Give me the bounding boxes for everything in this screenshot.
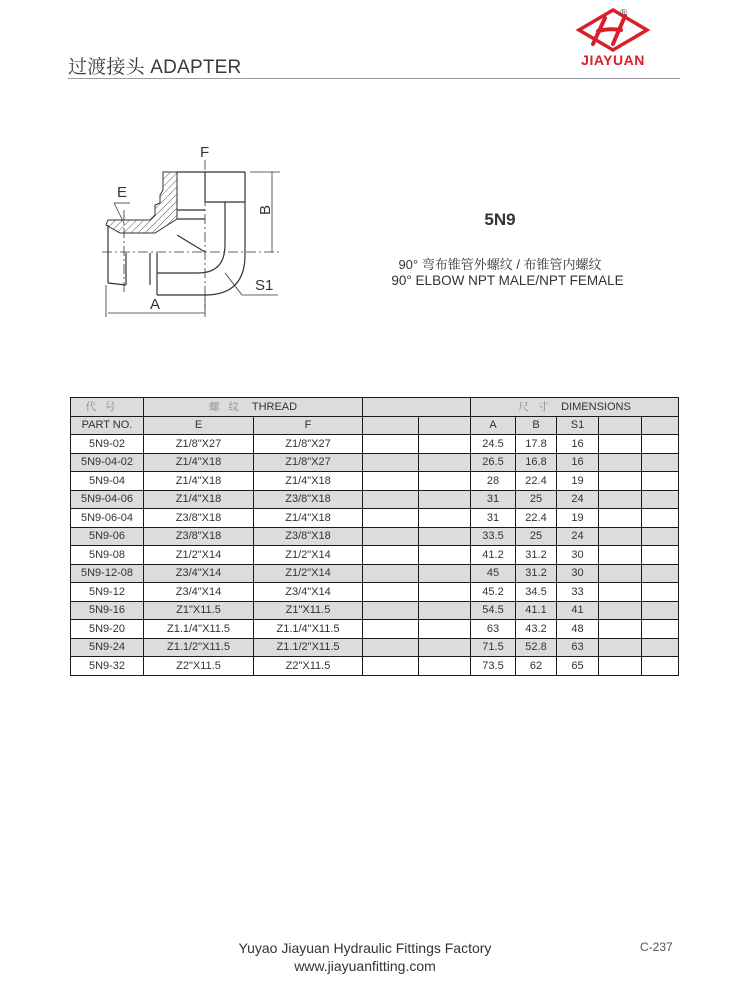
- blank-cell: [599, 453, 642, 472]
- part-no-cell: 5N9-06-04: [71, 509, 144, 528]
- blank-cell: [642, 583, 679, 602]
- part-no-cell: 5N9-20: [71, 620, 144, 639]
- table-header-top: [71, 398, 679, 417]
- drawing-label-b: B: [257, 204, 274, 215]
- footer-company: Yuyao Jiayuan Hydraulic Fittings Factory: [238, 940, 492, 956]
- blank-cell: [419, 509, 471, 528]
- dim-a-cell: 63: [471, 620, 516, 639]
- table-row: [71, 490, 679, 509]
- part-no-cell: 5N9-06: [71, 527, 144, 546]
- drawing-label-f: F: [200, 144, 210, 161]
- dim-b-cell: 52.8: [516, 638, 557, 657]
- dim-b-cell: 31.2: [516, 564, 557, 583]
- thread-e-cell: Z3/4"X14: [144, 583, 254, 602]
- blank-cell: [363, 453, 419, 472]
- blank-cell: [599, 509, 642, 528]
- part-no-cell: 5N9-32: [71, 657, 144, 676]
- part-no-cell: 5N9-04: [71, 472, 144, 491]
- thread-e-cell: Z3/8"X18: [144, 509, 254, 528]
- table-row: [71, 509, 679, 528]
- dim-s1-cell: 19: [557, 509, 599, 528]
- header-a: A: [471, 416, 516, 435]
- dim-b-cell: 62: [516, 657, 557, 676]
- table-row: [71, 638, 679, 657]
- dim-s1-cell: 30: [557, 564, 599, 583]
- brand-name: JIAYUAN: [581, 52, 645, 68]
- blank-cell: [363, 509, 419, 528]
- part-no-cell: 5N9-04-02: [71, 453, 144, 472]
- table-row: [71, 657, 679, 676]
- header-part-no: PART NO.: [71, 416, 144, 435]
- table-row: [71, 620, 679, 639]
- blank-cell: [642, 490, 679, 509]
- blank-cell: [363, 638, 419, 657]
- thread-f-cell: Z1.1/4"X11.5: [254, 620, 363, 639]
- dim-a-cell: 73.5: [471, 657, 516, 676]
- blank-cell: [599, 620, 642, 639]
- blank-cell: [642, 657, 679, 676]
- thread-e-cell: Z1/4"X18: [144, 453, 254, 472]
- specification-table: [70, 397, 679, 676]
- header-dimensions: 尺 寸 DIMENSIONS: [471, 398, 679, 417]
- thread-f-cell: Z1"X11.5: [254, 601, 363, 620]
- header-blank: [363, 398, 471, 417]
- registered-mark: ®: [620, 8, 628, 19]
- dim-s1-cell: 30: [557, 546, 599, 565]
- blank-cell: [363, 472, 419, 491]
- dim-b-cell: 41.1: [516, 601, 557, 620]
- thread-f-cell: Z2"X11.5: [254, 657, 363, 676]
- blank-cell: [642, 564, 679, 583]
- thread-e-cell: Z3/4"X14: [144, 564, 254, 583]
- dim-a-cell: 33.5: [471, 527, 516, 546]
- product-model: 5N9: [484, 210, 516, 229]
- dim-a-cell: 31: [471, 490, 516, 509]
- thread-e-cell: Z1/8"X27: [144, 435, 254, 454]
- dim-b-cell: 25: [516, 490, 557, 509]
- header-s1: S1: [557, 416, 599, 435]
- table-row: [71, 453, 679, 472]
- table-row: [71, 527, 679, 546]
- thread-e-cell: Z1/2"X14: [144, 546, 254, 565]
- part-no-cell: 5N9-12: [71, 583, 144, 602]
- dim-a-cell: 31: [471, 509, 516, 528]
- thread-f-cell: Z3/8"X18: [254, 490, 363, 509]
- table-row: [71, 583, 679, 602]
- part-no-cell: 5N9-16: [71, 601, 144, 620]
- header-thread: 螺 纹 THREAD: [144, 398, 363, 417]
- dim-s1-cell: 41: [557, 601, 599, 620]
- blank-cell: [419, 601, 471, 620]
- blank-cell: [363, 435, 419, 454]
- thread-e-cell: Z1/4"X18: [144, 472, 254, 491]
- blank-cell: [642, 638, 679, 657]
- drawing-label-a: A: [150, 296, 161, 313]
- blank-cell: [419, 638, 471, 657]
- dim-b-cell: 31.2: [516, 546, 557, 565]
- drawing-label-e: E: [117, 184, 128, 201]
- table-row: [71, 435, 679, 454]
- blank-cell: [599, 546, 642, 565]
- dim-s1-cell: 48: [557, 620, 599, 639]
- dim-s1-cell: 19: [557, 472, 599, 491]
- table-row: [71, 601, 679, 620]
- blank-cell: [363, 583, 419, 602]
- header-divider: [68, 78, 680, 79]
- thread-e-cell: Z2"X11.5: [144, 657, 254, 676]
- product-description-en: 90° ELBOW NPT MALE/NPT FEMALE: [391, 273, 624, 288]
- blank-cell: [419, 546, 471, 565]
- dim-a-cell: 28: [471, 472, 516, 491]
- part-no-cell: 5N9-04-06: [71, 490, 144, 509]
- thread-f-cell: Z3/4"X14: [254, 583, 363, 602]
- blank-cell: [599, 490, 642, 509]
- header-b: B: [516, 416, 557, 435]
- dim-a-cell: 26.5: [471, 453, 516, 472]
- thread-f-cell: Z1/4"X18: [254, 472, 363, 491]
- thread-e-cell: Z1.1/4"X11.5: [144, 620, 254, 639]
- dim-s1-cell: 16: [557, 453, 599, 472]
- table-row: [71, 546, 679, 565]
- product-description-cn: 90° 弯布锥管外螺纹 / 布锥管内螺纹: [398, 257, 602, 272]
- dim-s1-cell: 16: [557, 435, 599, 454]
- thread-f-cell: Z1/2"X14: [254, 564, 363, 583]
- thread-f-cell: Z1/2"X14: [254, 546, 363, 565]
- dim-a-cell: 54.5: [471, 601, 516, 620]
- blank-cell: [419, 620, 471, 639]
- blank-cell: [642, 546, 679, 565]
- thread-e-cell: Z1/4"X18: [144, 490, 254, 509]
- blank-cell: [363, 657, 419, 676]
- blank-cell: [419, 527, 471, 546]
- dim-b-cell: 16.8: [516, 453, 557, 472]
- blank-cell: [419, 490, 471, 509]
- blank-cell: [363, 527, 419, 546]
- part-no-cell: 5N9-12-08: [71, 564, 144, 583]
- blank-cell: [419, 472, 471, 491]
- dim-b-cell: 43.2: [516, 620, 557, 639]
- blank-cell: [419, 453, 471, 472]
- header-part-cn: 代 号: [71, 398, 144, 417]
- drawing-label-s1: S1: [255, 277, 274, 294]
- thread-e-cell: Z3/8"X18: [144, 527, 254, 546]
- thread-e-cell: Z1"X11.5: [144, 601, 254, 620]
- blank-cell: [642, 435, 679, 454]
- blank-cell: [642, 620, 679, 639]
- blank-cell: [599, 638, 642, 657]
- dim-s1-cell: 24: [557, 490, 599, 509]
- blank-cell: [363, 620, 419, 639]
- blank-cell: [419, 583, 471, 602]
- thread-f-cell: Z1/4"X18: [254, 509, 363, 528]
- table-row: [71, 472, 679, 491]
- blank-cell: [642, 453, 679, 472]
- blank-cell: [642, 509, 679, 528]
- blank-cell: [599, 472, 642, 491]
- dim-b-cell: 17.8: [516, 435, 557, 454]
- dim-a-cell: 71.5: [471, 638, 516, 657]
- dim-s1-cell: 24: [557, 527, 599, 546]
- dim-b-cell: 22.4: [516, 472, 557, 491]
- blank-cell: [363, 564, 419, 583]
- blank-cell: [599, 527, 642, 546]
- blank-cell: [642, 601, 679, 620]
- part-no-cell: 5N9-24: [71, 638, 144, 657]
- elbow-technical-drawing: [80, 135, 300, 320]
- footer-url: www.jiayuanfitting.com: [294, 958, 436, 974]
- blank-cell: [419, 657, 471, 676]
- blank-cell: [599, 583, 642, 602]
- dim-s1-cell: 33: [557, 583, 599, 602]
- dim-a-cell: 45: [471, 564, 516, 583]
- blank-cell: [599, 657, 642, 676]
- dim-a-cell: 45.2: [471, 583, 516, 602]
- thread-f-cell: Z1/8"X27: [254, 435, 363, 454]
- part-no-cell: 5N9-08: [71, 546, 144, 565]
- thread-f-cell: Z1/8"X27: [254, 453, 363, 472]
- table-row: [71, 564, 679, 583]
- blank-cell: [363, 546, 419, 565]
- page-number: C-237: [640, 940, 673, 954]
- dim-b-cell: 34.5: [516, 583, 557, 602]
- thread-f-cell: Z1.1/2"X11.5: [254, 638, 363, 657]
- table-header-sub: [71, 416, 679, 435]
- dim-a-cell: 24.5: [471, 435, 516, 454]
- dim-s1-cell: 63: [557, 638, 599, 657]
- part-no-cell: 5N9-02: [71, 435, 144, 454]
- thread-f-cell: Z3/8"X18: [254, 527, 363, 546]
- dim-a-cell: 41.2: [471, 546, 516, 565]
- page-title: 过渡接头 ADAPTER: [68, 57, 242, 78]
- thread-e-cell: Z1.1/2"X11.5: [144, 638, 254, 657]
- blank-cell: [363, 490, 419, 509]
- blank-cell: [599, 435, 642, 454]
- blank-cell: [419, 564, 471, 583]
- blank-cell: [642, 527, 679, 546]
- blank-cell: [419, 435, 471, 454]
- blank-cell: [599, 601, 642, 620]
- dim-s1-cell: 65: [557, 657, 599, 676]
- blank-cell: [363, 601, 419, 620]
- blank-cell: [642, 472, 679, 491]
- dim-b-cell: 22.4: [516, 509, 557, 528]
- dim-b-cell: 25: [516, 527, 557, 546]
- header-e: E: [144, 416, 254, 435]
- blank-cell: [599, 564, 642, 583]
- header-f: F: [254, 416, 363, 435]
